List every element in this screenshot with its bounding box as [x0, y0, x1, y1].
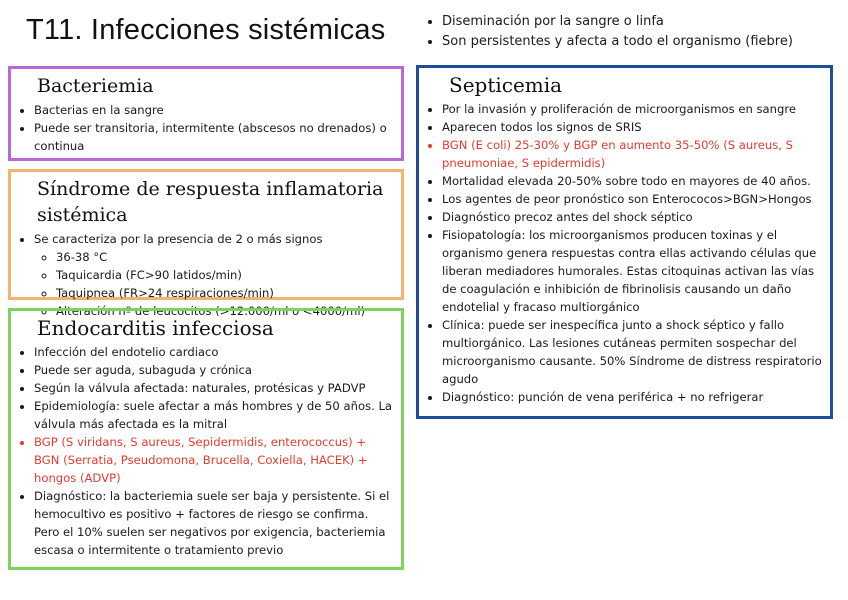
septicemia-list: [425, 100, 822, 406]
sirs-section: [8, 169, 404, 318]
bacteriemia-section: [8, 66, 404, 161]
top-note-item: • Son persistentes y afecta a todo el organismo (fiebre): [442, 32, 793, 52]
septicemia-section: [416, 65, 833, 419]
list-item: ◦ Taquicardia (FC>90 latidos/min): [56, 266, 393, 284]
list-item: • Por la invasión y proliferación de microorganismos en sangre: [442, 100, 822, 118]
list-item: • Infección del endotelio cardiaco: [34, 343, 393, 361]
sirs-list: [17, 230, 393, 320]
list-item: ◦ Taquipnea (FR>24 respiraciones/min): [56, 284, 393, 302]
bacteriemia-list: [17, 101, 393, 155]
list-item: • Aparecen todos los signos de SRIS: [442, 118, 822, 136]
list-item: • Diagnóstico: punción de vena periférica + no refrigerar: [442, 388, 822, 406]
list-item: • Diagnóstico precoz antes del shock séptico: [442, 208, 822, 226]
list-item: • Puede ser aguda, subaguda y crónica: [34, 361, 393, 379]
top-notes-list: [424, 12, 793, 52]
list-item: • Clínica: puede ser inespecífica junto a shock séptico y fallo multiorgánico. Las lesiones cutáneas permiten sospechar del microorganismo causante. 50% Síndrome de distress respiratorio agudo: [442, 316, 822, 388]
list-item: • Bacterias en la sangre: [34, 101, 393, 119]
list-item: [34, 230, 393, 320]
sirs-heading: Síndrome de respuesta inflamatoria sistémica: [37, 178, 384, 226]
list-item: ◦ Alteración nº de leucocitos (>12.000/ml o <4000/ml): [56, 302, 393, 320]
list-item: ◦ 36-38 °C: [56, 248, 393, 266]
endocarditis-list: [17, 343, 393, 559]
list-item-highlight: • BGN (E coli) 25-30% y BGP en aumento 35-50% (S aureus, S pneumoniae, S epidermidis): [442, 136, 822, 172]
top-note-item: • Diseminación por la sangre o linfa: [442, 12, 793, 32]
list-item: • Según la válvula afectada: naturales, protésicas y PADVP: [34, 379, 393, 397]
list-item: • Los agentes de peor pronóstico son Enterococos>BGN>Hongos: [442, 190, 822, 208]
page-title: T11. Infecciones sistémicas: [26, 14, 386, 46]
list-item: • Mortalidad elevada 20-50% sobre todo en mayores de 40 años.: [442, 172, 822, 190]
bacteriemia-heading: Bacteriemia: [37, 75, 154, 97]
list-item: • Epidemiología: suele afectar a más hombres y de 50 años. La válvula más afectada es la mitral: [34, 397, 393, 433]
list-item: • Diagnóstico: la bacteriemia suele ser baja y persistente. Si el hemocultivo es positivo + factores de riesgo se confirma. Pero el 10% suelen ser negativos por exigencia, bacteriemia escasa o intermitente o tratamiento previo: [34, 487, 393, 559]
endocarditis-heading: Endocarditis infecciosa: [37, 316, 274, 340]
endocarditis-section: [8, 308, 404, 570]
list-item: • Fisiopatología: los microorganismos producen toxinas y el organismo genera respuestas contra ellas activando células que liberan mediadores humorales. Estas citoquinas activan las vías de coagulación e inhibición de fibrinolisis causando un daño endotelial y fracaso multiorgánico: [442, 226, 822, 316]
list-item: • Puede ser transitoria, intermitente (abscesos no drenados) o continua: [34, 119, 393, 155]
sirs-intro: Se caracteriza por la presencia de 2 o más signos: [34, 232, 323, 246]
septicemia-heading: Septicemia: [449, 73, 563, 97]
list-item-highlight: • BGP (S viridans, S aureus, Sepidermidis, enterococcus) + BGN (Serratia, Pseudomona, Brucella, Coxiella, HACEK) + hongos (ADVP): [34, 433, 393, 487]
